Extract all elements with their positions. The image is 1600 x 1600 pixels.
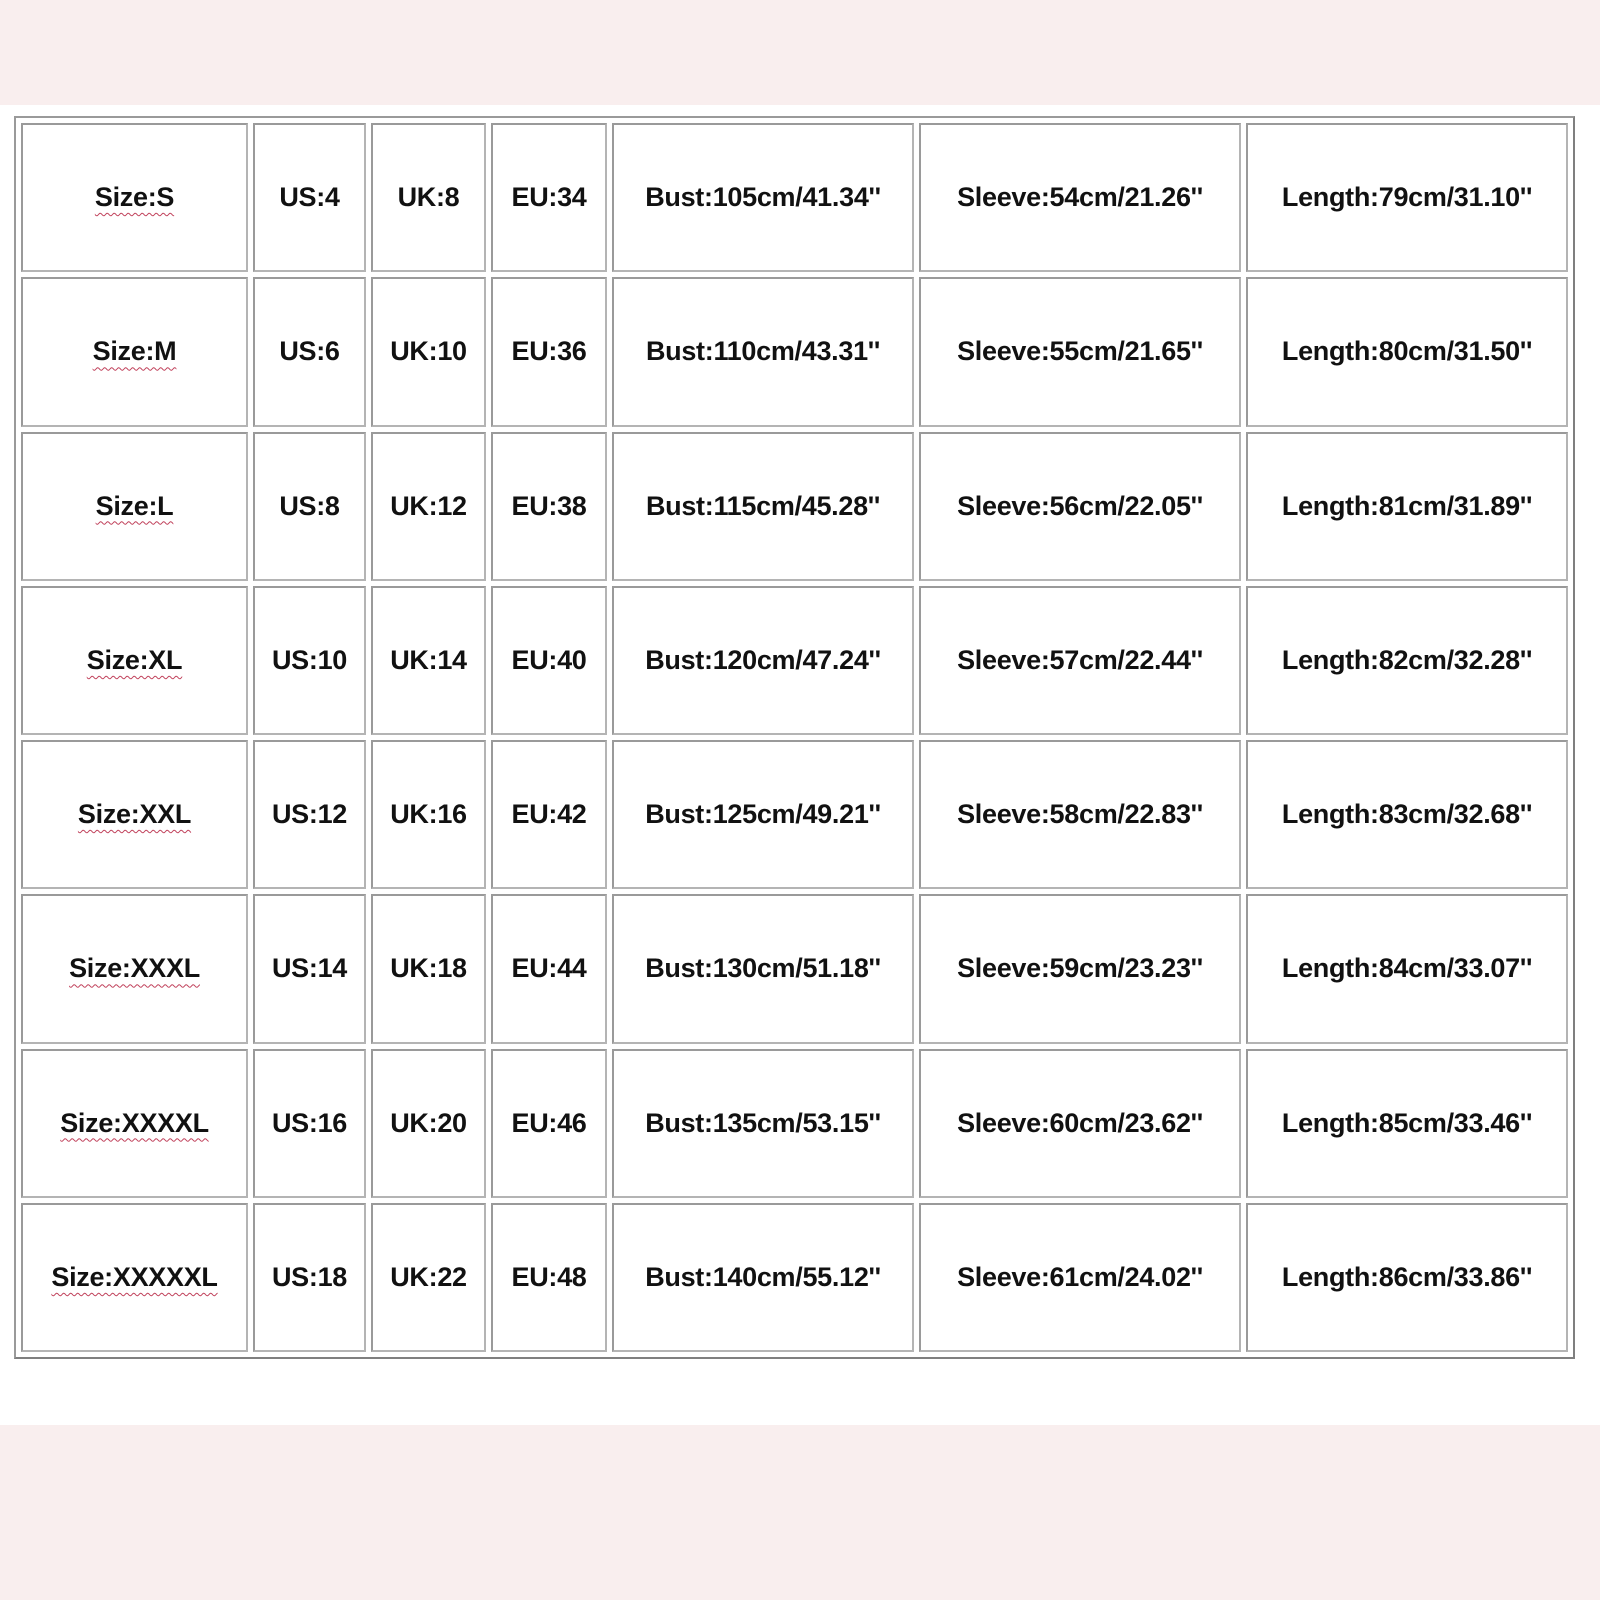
us-size-cell: US:16	[253, 1049, 366, 1198]
size-cell	[21, 894, 248, 1043]
us-size-cell: US:8	[253, 432, 366, 581]
sleeve-cell: Sleeve:54cm/21.26''	[919, 123, 1241, 272]
uk-size-cell: UK:12	[371, 432, 486, 581]
bust-cell: Bust:115cm/45.28''	[612, 432, 914, 581]
length-cell: Length:82cm/32.28''	[1246, 586, 1568, 735]
table-row	[21, 1049, 1568, 1198]
eu-size-cell: EU:44	[491, 894, 607, 1043]
sleeve-cell: Sleeve:59cm/23.23''	[919, 894, 1241, 1043]
us-size-cell: US:14	[253, 894, 366, 1043]
eu-size-cell: EU:38	[491, 432, 607, 581]
bust-cell: Bust:125cm/49.21''	[612, 740, 914, 889]
uk-size-cell: UK:10	[371, 277, 486, 426]
us-size-cell: US:6	[253, 277, 366, 426]
size-label: Size:M	[92, 336, 177, 367]
sleeve-cell: Sleeve:57cm/22.44''	[919, 586, 1241, 735]
size-label: Size:XXXXXL	[51, 1261, 218, 1292]
table-row	[21, 277, 1568, 426]
size-cell	[21, 277, 248, 426]
table-row	[21, 740, 1568, 889]
size-cell	[21, 432, 248, 581]
size-label: Size:S	[94, 182, 175, 213]
table-row	[21, 894, 1568, 1043]
bust-cell: Bust:130cm/51.18''	[612, 894, 914, 1043]
eu-size-cell: EU:36	[491, 277, 607, 426]
size-cell	[21, 586, 248, 735]
uk-size-cell: UK:16	[371, 740, 486, 889]
size-cell	[21, 1049, 248, 1198]
size-label: Size:XXXL	[69, 953, 200, 984]
us-size-cell: US:18	[253, 1203, 366, 1352]
bust-cell: Bust:110cm/43.31''	[612, 277, 914, 426]
length-cell: Length:86cm/33.86''	[1246, 1203, 1568, 1352]
uk-size-cell: UK:22	[371, 1203, 486, 1352]
size-label: Size:XL	[86, 644, 183, 675]
eu-size-cell: EU:42	[491, 740, 607, 889]
sleeve-cell: Sleeve:60cm/23.62''	[919, 1049, 1241, 1198]
eu-size-cell: EU:40	[491, 586, 607, 735]
bust-cell: Bust:120cm/47.24''	[612, 586, 914, 735]
us-size-cell: US:12	[253, 740, 366, 889]
size-label: Size:XXXXL	[60, 1107, 209, 1138]
sleeve-cell: Sleeve:58cm/22.83''	[919, 740, 1241, 889]
eu-size-cell: EU:48	[491, 1203, 607, 1352]
sleeve-cell: Sleeve:56cm/22.05''	[919, 432, 1241, 581]
us-size-cell: US:4	[253, 123, 366, 272]
bust-cell: Bust:105cm/41.34''	[612, 123, 914, 272]
length-cell: Length:85cm/33.46''	[1246, 1049, 1568, 1198]
uk-size-cell: UK:14	[371, 586, 486, 735]
size-label: Size:L	[95, 490, 174, 521]
size-cell	[21, 123, 248, 272]
bust-cell: Bust:135cm/53.15''	[612, 1049, 914, 1198]
uk-size-cell: UK:18	[371, 894, 486, 1043]
size-cell	[21, 740, 248, 889]
uk-size-cell: UK:8	[371, 123, 486, 272]
length-cell: Length:84cm/33.07''	[1246, 894, 1568, 1043]
sleeve-cell: Sleeve:55cm/21.65''	[919, 277, 1241, 426]
size-chart-table	[14, 116, 1575, 1359]
sleeve-cell: Sleeve:61cm/24.02''	[919, 1203, 1241, 1352]
size-cell	[21, 1203, 248, 1352]
us-size-cell: US:10	[253, 586, 366, 735]
bust-cell: Bust:140cm/55.12''	[612, 1203, 914, 1352]
table-row	[21, 1203, 1568, 1352]
length-cell: Length:79cm/31.10''	[1246, 123, 1568, 272]
length-cell: Length:80cm/31.50''	[1246, 277, 1568, 426]
length-cell: Length:81cm/31.89''	[1246, 432, 1568, 581]
size-label: Size:XXL	[77, 799, 192, 830]
eu-size-cell: EU:46	[491, 1049, 607, 1198]
uk-size-cell: UK:20	[371, 1049, 486, 1198]
table-row	[21, 123, 1568, 272]
eu-size-cell: EU:34	[491, 123, 607, 272]
length-cell: Length:83cm/32.68''	[1246, 740, 1568, 889]
table-row	[21, 586, 1568, 735]
table-row	[21, 432, 1568, 581]
